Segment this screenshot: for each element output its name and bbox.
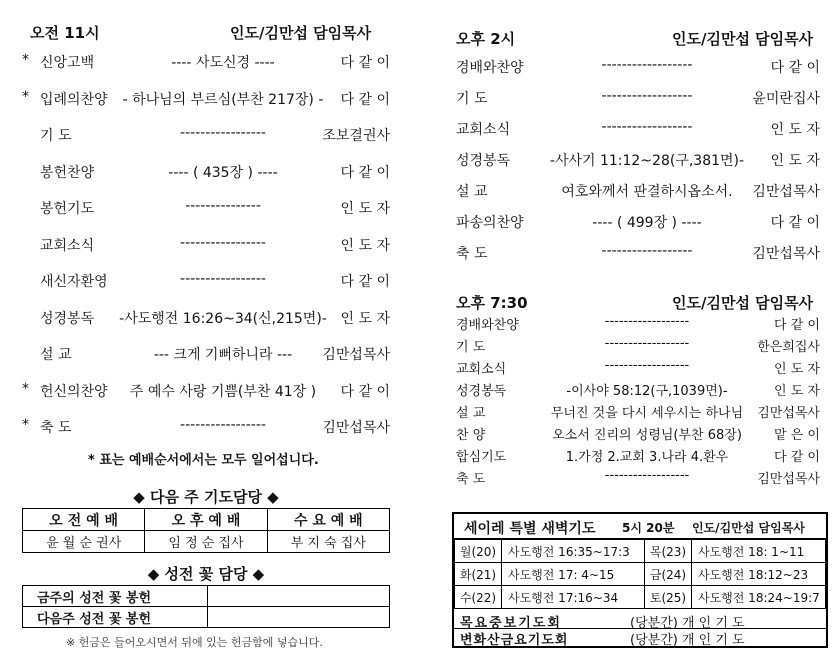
order-row [22,162,392,184]
order-item-detail: ------------------ [601,57,693,73]
order-item-name: 경배와찬양 [456,60,524,76]
order-row [456,57,822,79]
dawn-reading: 사도행전 17: 4~15 [502,563,645,586]
order-row [22,125,392,147]
order-item-leader: 김만섭목사 [757,406,820,421]
standing-note: * 표는 예배순서에서는 모두 일어섭니다. [88,453,319,468]
order-item-leader: 인 도 자 [774,362,820,377]
order-item-name: 설 교 [456,406,486,421]
order-row [22,52,392,74]
order-item-detail: ------------------ [601,119,693,135]
order-item-name: 설 교 [456,184,488,200]
order-row [22,308,392,330]
order-item-leader: 다 같 이 [340,383,390,400]
order-item-leader: 다 같 이 [774,450,820,465]
order-row [456,88,822,110]
order-item-name: 축 도 [456,246,488,262]
prayer-duty-title: ◆ 다음 주 기도담당 ◆ [133,488,279,506]
order-item-leader: 한은희집사 [757,340,820,355]
order-row [22,198,392,220]
afternoon-service-officiant: 인도/김만섭 담임목사 [672,30,814,48]
order-item-name: 합심기도 [456,450,507,465]
order-item-name: 교회소식 [40,237,95,254]
dawn-day: 목(23) [645,540,692,563]
flower-row-value [208,607,390,628]
order-item-detail: ------------------ [604,358,690,373]
order-item-name: 축 도 [456,472,486,487]
order-item-detail: -이사야 58:12(구,1039면)- [566,384,728,399]
dawn-reading: 사도행전 18: 1~11 [692,540,826,563]
order-item-leader: 김만섭목사 [752,246,820,262]
order-item-name: 성경봉독 [456,384,507,399]
order-row [456,119,822,141]
flower-duty-table [22,585,390,628]
prayer-name-wed: 부 지 숙 집사 [267,531,389,553]
order-item-detail: 무너진 것을 다시 세우시는 하나님 [550,406,744,421]
order-item-name: 봉헌기도 [40,201,95,217]
order-item-leader: 김만섭목사 [322,347,390,363]
order-item-leader: 인 도 자 [340,310,390,327]
order-item-detail: - 하나님의 부르심(부찬 217장) - [122,91,324,108]
dawn-reading: 사도행전 16:35~17:3 [502,540,645,563]
order-item-leader: 인 도 자 [340,201,390,217]
order-item-leader: 인 도 자 [770,122,820,138]
order-item-detail: ----------------- [180,234,266,251]
thursday-prayer-label: 목요중보기도회 [460,616,562,631]
order-item-name: 경배와찬양 [456,318,519,333]
required-mark: * [22,417,29,433]
order-item-detail: --- 크게 기뻐하니라 --- [153,347,293,363]
order-item-name: 기 도 [456,91,488,107]
prayer-header-am: 오 전 예 배 [23,509,145,531]
order-row [22,89,392,111]
order-row [456,150,822,172]
dawn-prayer-box [452,512,828,648]
order-row [456,314,822,334]
prayer-header-pm: 오 후 예 배 [145,509,267,531]
order-item-detail: ------------------ [604,468,690,483]
order-item-name: 성경봉독 [40,310,95,327]
order-item-name: 봉헌찬양 [40,164,95,181]
flower-row-label: 다음주 성전 꽃 봉헌 [23,607,208,628]
order-item-name: 기 도 [40,128,72,144]
order-item-leader: 김만섭목사 [322,420,390,436]
order-item-name: 기 도 [456,340,486,355]
morning-service-time: 오전 11시 [30,24,100,42]
order-row [22,417,392,439]
order-row [456,243,822,265]
order-row [456,212,822,234]
evening-service-officiant: 인도/김만섭 담임목사 [672,294,814,312]
order-row [456,468,822,488]
order-item-leader: 다 같 이 [774,318,820,333]
flower-duty-title: ◆ 성전 꽃 담당 ◆ [147,565,265,583]
prayer-header-wed: 수 요 예 배 [267,509,389,531]
order-item-name: 축 도 [40,420,72,436]
order-item-detail: 여호와께서 판결하시옵소서. [561,184,733,200]
dawn-day: 월(20) [455,540,502,563]
order-item-leader: 다 같 이 [340,55,390,71]
afternoon-service-time: 오후 2시 [456,30,516,48]
dawn-reading: 사도행전 18:12~23 [692,563,826,586]
order-item-name: 새신자환영 [40,274,108,290]
order-row [456,446,822,466]
dawn-day: 금(24) [645,563,692,586]
order-item-name: 신앙고백 [40,55,95,71]
order-item-leader: 인 도 자 [770,153,820,169]
order-item-leader: 다 같 이 [770,215,820,231]
order-item-detail: ---- 사도신경 ---- [171,55,275,71]
order-item-detail: --------------- [185,198,261,214]
order-item-name: 헌신의찬양 [40,383,108,400]
evening-service-time: 오후 7:30 [456,294,528,312]
order-item-leader: 인 도 자 [340,237,390,254]
order-item-detail: ---- ( 435장 ) ---- [168,164,278,181]
prayer-duty-table [22,508,390,553]
dawn-prayer-title: 세이레 특별 새벽기도 [464,521,596,537]
dawn-day: 토(25) [645,586,692,609]
dawn-reading: 사도행전 18:24~19:7 [692,586,826,609]
order-item-detail: ------------------ [604,314,690,329]
dawn-prayer-time: 5시 20분 [622,521,675,535]
required-mark: * [22,88,29,105]
order-item-detail: -사사기 11:12~28(구,381면)- [549,153,745,169]
order-row [456,424,822,444]
order-item-detail: ----------------- [180,125,266,141]
order-row [456,336,822,356]
required-mark: * [22,380,29,397]
order-item-leader: 다 같 이 [340,164,390,181]
order-item-leader: 김만섭목사 [757,472,820,487]
order-item-detail: ------------------ [604,336,690,351]
friday-prayer-value: (당분간) 개 인 기 도 [630,633,745,648]
order-item-detail: 오소서 진리의 성령님(부찬 68장) [552,428,742,443]
order-row [22,235,392,257]
order-item-leader: 다 같 이 [770,60,820,76]
order-item-detail: ------------------ [601,88,693,104]
order-item-detail: ---- ( 499장 ) ---- [592,215,702,231]
order-row [22,381,392,403]
prayer-name-pm: 임 정 순 집사 [145,531,267,553]
dawn-day: 화(21) [455,563,502,586]
flower-row-label: 금주의 성전 꽃 봉헌 [23,586,208,607]
order-item-detail: ----------------- [180,271,266,287]
order-item-leader: 조보결권사 [322,128,390,144]
order-row [456,181,822,203]
dawn-prayer-officiant: 인도/김만섭 담임목사 [692,521,805,535]
friday-prayer-label: 변화산금요기도회 [460,633,569,648]
order-item-leader: 다 같 이 [340,274,390,290]
order-item-detail: -사도행전 16:26~34(신,215면)- [119,310,327,327]
offering-note: ※ 헌금은 들어오시면서 뒤에 있는 헌금함에 넣습니다. [66,636,323,649]
flower-row-value [208,586,390,607]
order-item-name: 교회소식 [456,122,511,138]
order-item-detail: ----------------- [180,417,266,433]
order-item-detail: ------------------ [601,243,693,259]
order-item-detail: 1.가정 2.교회 3.나라 4.환우 [565,450,729,465]
morning-service-officiant: 인도/김만섭 담임목사 [230,24,372,42]
required-mark: * [22,52,29,68]
order-row [456,402,822,422]
dawn-day: 수(22) [455,586,502,609]
thursday-prayer-value: (당분간) 개 인 기 도 [630,616,745,631]
order-item-leader: 맡 은 이 [774,428,820,443]
order-item-name: 입례의찬양 [40,91,108,108]
order-item-name: 성경봉독 [456,153,511,169]
dawn-schedule-table [454,539,826,609]
order-item-leader: 윤미란집사 [752,91,820,107]
order-row [22,271,392,293]
order-item-name: 찬 양 [456,428,486,443]
order-item-leader: 김만섭목사 [752,184,820,200]
order-row [22,344,392,366]
order-item-detail: 주 예수 사랑 기쁨(부찬 41장 ) [129,383,317,400]
order-item-name: 교회소식 [456,362,507,377]
order-row [456,380,822,400]
order-item-leader: 다 같 이 [340,91,390,108]
prayer-name-am: 윤 월 순 권사 [23,531,145,553]
order-item-leader: 인 도 자 [774,384,820,399]
order-item-name: 파송의찬양 [456,215,524,231]
dawn-reading: 사도행전 17:16~34 [502,586,645,609]
order-row [456,358,822,378]
order-item-name: 설 교 [40,347,72,363]
